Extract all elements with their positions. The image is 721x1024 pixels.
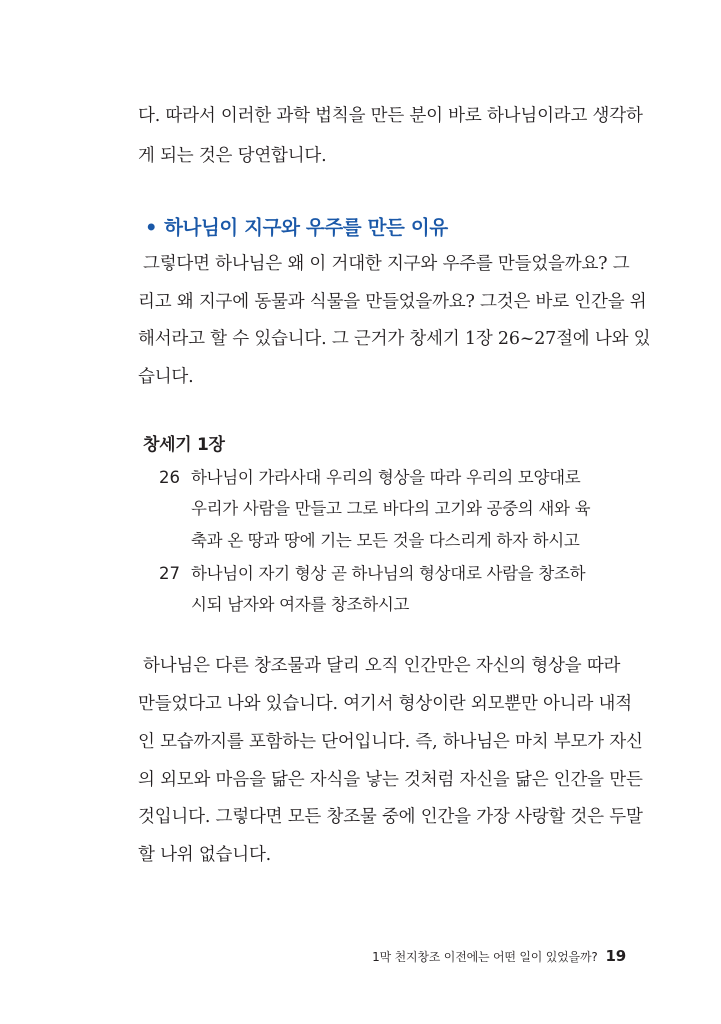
scripture-title: 창세기 1장 (143, 435, 225, 455)
page-number: 19 (605, 947, 626, 965)
body-line: 만들었다고 나와 있습니다. 여기서 형상이란 외모뿐만 아니라 내적 (138, 694, 632, 714)
body-line: 하나님은 다른 창조물과 달리 오직 인간만은 자신의 형상을 따라 (143, 656, 621, 676)
body-line: 인 모습까지를 포함하는 단어입니다. 즉, 하나님은 마치 부모가 자신 (138, 732, 643, 752)
page-footer (372, 947, 626, 965)
running-header: 1막 천지창조 이전에는 어떤 일이 있었을까? (372, 950, 598, 964)
body-line: 그렇다면 하나님은 왜 이 거대한 지구와 우주를 만들었을까요? 그 (143, 254, 630, 274)
body-line: 의 외모와 마음을 닮은 자식을 낳는 것처럼 자신을 닮은 인간을 만든 (138, 770, 643, 790)
body-line: 해서라고 할 수 있습니다. 그 근거가 창세기 1장 26~27절에 나와 있 (138, 329, 651, 349)
verse-line: 시되 남자와 여자를 창조하시고 (191, 595, 410, 614)
body-line: 다. 따라서 이러한 과학 법칙을 만든 분이 바로 하나님이라고 생각하 (138, 106, 643, 126)
verse-line: 우리가 사람을 만들고 그로 바다의 고기와 공중의 새와 육 (191, 499, 591, 518)
verse-line: 하나님이 자기 형상 곧 하나님의 형상대로 사람을 창조하 (191, 564, 586, 583)
body-line: 것입니다. 그렇다면 모든 창조물 중에 인간을 가장 사랑할 것은 두말 (138, 807, 643, 827)
section-heading-text: 하나님이 지구와 우주를 만든 이유 (164, 216, 448, 239)
verse-number: 26 (159, 468, 180, 487)
section-heading (145, 212, 448, 240)
verse-line: 축과 온 땅과 땅에 기는 모든 것을 다스리게 하자 하시고 (191, 531, 580, 550)
body-line: 리고 왜 지구에 동물과 식물을 만들었을까요? 그것은 바로 인간을 위 (138, 292, 647, 312)
body-line: 습니다. (138, 367, 194, 387)
body-line: 게 되는 것은 당연합니다. (138, 146, 327, 166)
bullet-icon: • (145, 216, 158, 239)
verse-number: 27 (159, 564, 180, 583)
verse-line: 하나님이 가라사대 우리의 형상을 따라 우리의 모양대로 (191, 468, 581, 487)
body-line: 할 나위 없습니다. (138, 845, 272, 865)
